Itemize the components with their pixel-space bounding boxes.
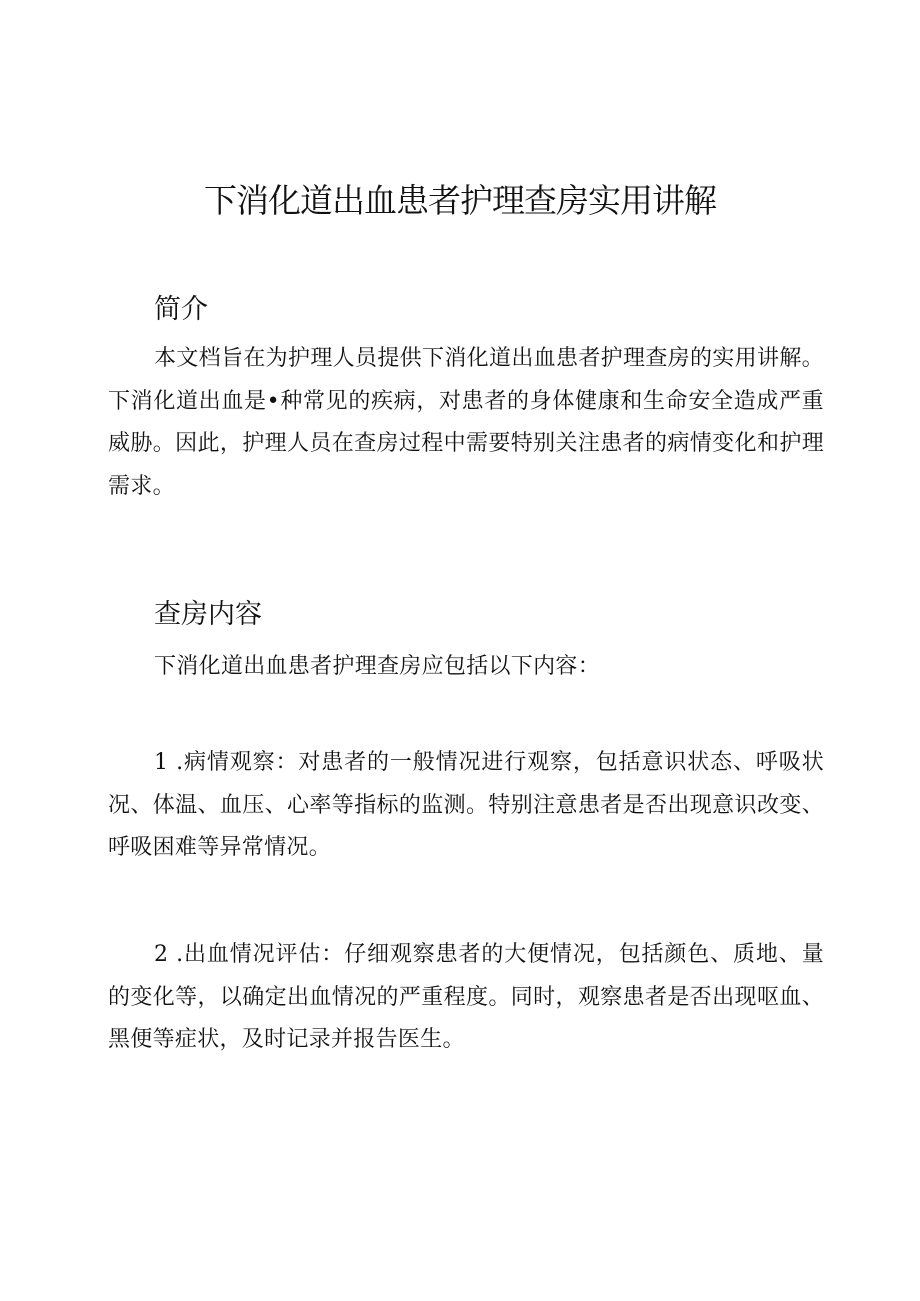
rounds-content-lead-paragraph: 下消化道出血患者护理查房应包括以下内容： [154, 654, 601, 679]
intro-paragraph: 本文档旨在为护理人员提供下消化道出血患者护理查房的实用讲解。下消化道出血是•种常见的疾病，对患者的身体健康和生命安全造成严重威胁。因此，护理人员在查房过程中需要特别关注患者的病情变化和护理需求。 [108, 346, 824, 499]
document-title: 下消化道出血患者护理查房实用讲解 [204, 181, 716, 220]
list-item-bleeding-assessment: 2 .出血情况评估：仔细观察患者的大便情况，包括颜色、质地、量的变化等，以确定出血情况的严重程度。同时，观察患者是否出现呕血、黑便等症状，及时记录并报告医生。 [108, 942, 824, 1052]
list-item-condition-observation: 1 .病情观察：对患者的一般情况进行观察，包括意识状态、呼吸状况、体温、血压、心率等指标的监测。特别注意患者是否出现意识改变、呼吸困难等异常情况。 [108, 750, 824, 860]
section-heading-rounds-content: 查房内容 [154, 599, 262, 630]
section-heading-intro: 简介 [154, 294, 208, 325]
